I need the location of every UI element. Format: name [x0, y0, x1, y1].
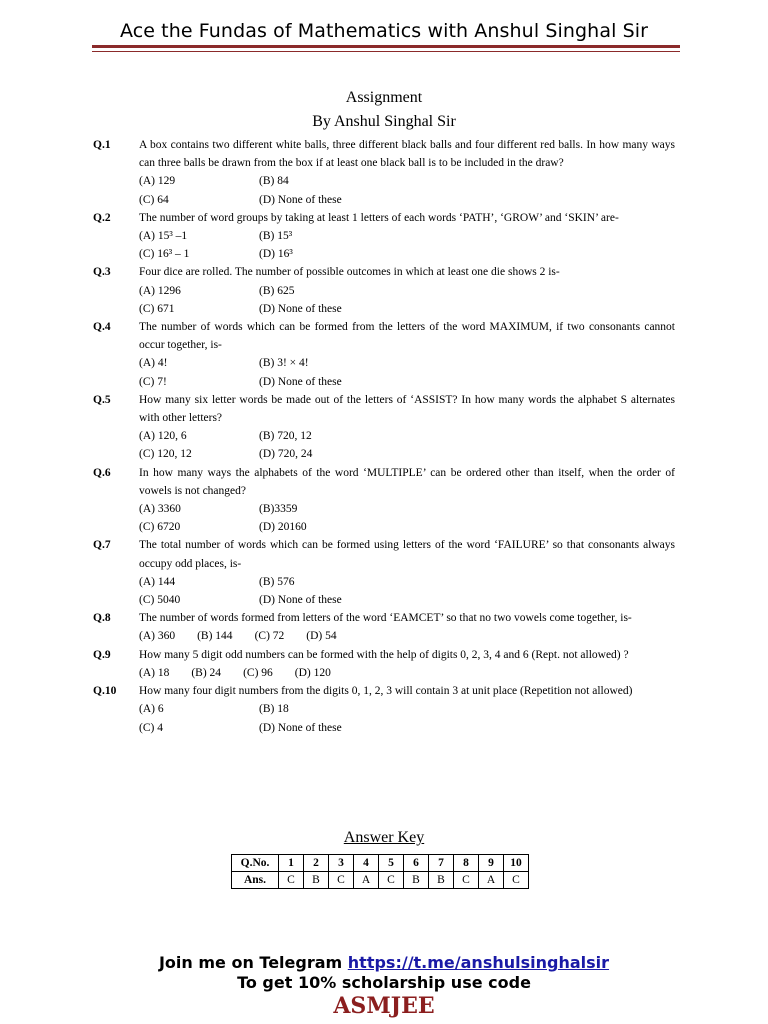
answer-key-qnum: 6 [404, 855, 429, 872]
answer-key-title: Answer Key [343, 829, 425, 846]
question-number: Q.9 [93, 648, 111, 661]
options [139, 227, 675, 263]
scholarship-text: To get 10% scholarship use code [237, 973, 531, 992]
header-rule-thin [92, 51, 680, 52]
option-b: (B) 15³ [259, 230, 293, 243]
option-c: (C) 5040 [139, 594, 181, 607]
question-3 [93, 263, 675, 318]
option-c: (C) 64 [139, 193, 169, 206]
answer-key-answer: C [279, 872, 304, 889]
option-d: (D) 54 [306, 630, 337, 643]
answer-key-qnum: 7 [429, 855, 454, 872]
option-d: (D) None of these [259, 375, 342, 388]
option-d: (D) None of these [259, 721, 342, 734]
question-text: How many four digit numbers from the digits 0, 1, 2, 3 will contain 3 at unit place (Repetition not allowed) [139, 685, 633, 698]
option-a: (A) 1296 [139, 284, 181, 297]
question-5 [93, 391, 675, 464]
assignment-author: By Anshul Singhal Sir [312, 113, 456, 130]
answer-key-answer: A [354, 872, 379, 889]
options [139, 627, 675, 645]
option-b: (B) 720, 12 [259, 430, 312, 443]
answer-key-answer: C [454, 872, 479, 889]
question-number: Q.4 [93, 321, 111, 334]
question-number: Q.3 [93, 266, 111, 279]
header-title: Ace the Fundas of Mathematics with Anshul Singhal Sir [119, 20, 649, 42]
answer-key-qnum: 8 [454, 855, 479, 872]
answer-key-answer: C [379, 872, 404, 889]
option-a: (A) 15³ –1 [139, 230, 188, 243]
question-number: Q.7 [93, 539, 111, 552]
answer-key-answer: C [504, 872, 529, 889]
option-a: (A) 144 [139, 575, 176, 588]
question-text: In how many ways the alphabets of the word ‘MULTIPLE’ can be ordered other than itself, when the order of vowels is not changed? [139, 466, 675, 497]
option-d: (D) None of these [259, 594, 342, 607]
question-9 [93, 646, 675, 682]
qno-label: Q.No. [232, 855, 279, 872]
answer-key-answer: B [429, 872, 454, 889]
option-a: (A) 3360 [139, 503, 181, 516]
answer-key-qnum: 10 [504, 855, 529, 872]
options [139, 500, 675, 536]
option-d: (D) 720, 24 [259, 448, 313, 461]
options [139, 573, 675, 609]
option-a: (A) 120, 6 [139, 430, 187, 443]
answer-key-answer: C [329, 872, 354, 889]
option-b: (B) 576 [259, 575, 295, 588]
question-2 [93, 209, 675, 264]
option-d: (D) None of these [259, 302, 342, 315]
answer-key-table [231, 854, 529, 889]
question-6 [93, 464, 675, 537]
telegram-text: Join me on Telegram [158, 953, 343, 972]
question-number: Q.2 [93, 211, 111, 224]
question-10 [93, 682, 675, 737]
question-number: Q.5 [93, 393, 111, 406]
option-c: (C) 72 [254, 630, 285, 643]
question-number: Q.6 [93, 466, 111, 479]
options [139, 354, 675, 390]
telegram-line [0, 953, 768, 972]
answer-key-qnum: 5 [379, 855, 404, 872]
answer-key-qnum: 1 [279, 855, 304, 872]
option-b: (B)3359 [259, 503, 298, 516]
options [139, 172, 675, 208]
question-4 [93, 318, 675, 391]
answer-key-qnum: 9 [479, 855, 504, 872]
question-list [93, 136, 675, 737]
option-c: (C) 120, 12 [139, 448, 192, 461]
option-a: (A) 6 [139, 703, 164, 716]
option-d: (D) 120 [294, 666, 331, 679]
answer-key-question-row [232, 855, 529, 872]
question-8 [93, 609, 675, 645]
option-a: (A) 4! [139, 357, 168, 370]
question-1 [93, 136, 675, 209]
question-text: The number of words which can be formed from the letters of the word MAXIMUM, if two consonants cannot occur together, is- [139, 321, 675, 352]
question-7 [93, 536, 675, 609]
answer-key-answer-row [232, 872, 529, 889]
option-a: (A) 18 [139, 666, 170, 679]
option-d: (D) 16³ [259, 248, 293, 261]
question-text: The number of word groups by taking at least 1 letters of each words ‘PATH’, ‘GROW’ and ‘SKIN’ are- [139, 211, 619, 224]
answer-key-answer: B [404, 872, 429, 889]
question-text: How many 5 digit odd numbers can be formed with the help of digits 0, 2, 3, 4 and 6 (Rept. not allowed) ? [139, 648, 629, 661]
question-number: Q.8 [93, 612, 111, 625]
answer-key-answer: A [479, 872, 504, 889]
question-text: Four dice are rolled. The number of possible outcomes in which at least one die shows 2 is- [139, 266, 560, 279]
option-a: (A) 129 [139, 175, 176, 188]
option-b: (B) 3! × 4! [259, 357, 309, 370]
answer-key-answer: B [304, 872, 329, 889]
options [139, 664, 675, 682]
option-b: (B) 144 [197, 630, 233, 643]
options [139, 282, 675, 318]
question-text: How many six letter words be made out of the letters of ‘ASSIST? In how many words the alphabet S alternates with other letters? [139, 393, 675, 425]
option-c: (C) 96 [243, 666, 273, 679]
ans-label: Ans. [232, 872, 279, 889]
option-d: (D) None of these [259, 193, 342, 206]
option-b: (B) 84 [259, 175, 289, 188]
option-d: (D) 20160 [259, 521, 307, 534]
answer-key-qnum: 4 [354, 855, 379, 872]
options [139, 427, 675, 463]
option-c: (C) 6720 [139, 521, 181, 534]
option-c: (C) 671 [139, 302, 175, 315]
option-b: (B) 18 [259, 703, 289, 716]
scholarship-code: ASMJEE [333, 993, 435, 1019]
telegram-link[interactable]: https://t.me/anshulsinghalsir [347, 953, 610, 972]
option-c: (C) 4 [139, 721, 163, 734]
answer-key-qnum: 3 [329, 855, 354, 872]
question-text: The total number of words which can be formed using letters of the word ‘FAILURE’ so that consonants always occupy odd places, is- [139, 539, 675, 570]
option-b: (B) 625 [259, 284, 295, 297]
question-number: Q.10 [93, 685, 117, 698]
assignment-title: Assignment [345, 89, 423, 106]
question-text: A box contains two different white balls, three different black balls and four different red balls. In how many ways can three balls be drawn from the box if at least one black ball is to be included in the draw? [139, 139, 675, 170]
option-c: (C) 7! [139, 375, 167, 388]
question-text: The number of words formed from letters of the word ‘EAMCET’ so that no two vowels come together, is- [139, 612, 632, 625]
option-a: (A) 360 [139, 630, 176, 643]
option-b: (B) 24 [191, 666, 222, 679]
header-rule-thick [92, 45, 680, 48]
option-c: (C) 16³ – 1 [139, 248, 190, 261]
options [139, 700, 675, 736]
answer-key-qnum: 2 [304, 855, 329, 872]
question-number: Q.1 [93, 139, 111, 151]
